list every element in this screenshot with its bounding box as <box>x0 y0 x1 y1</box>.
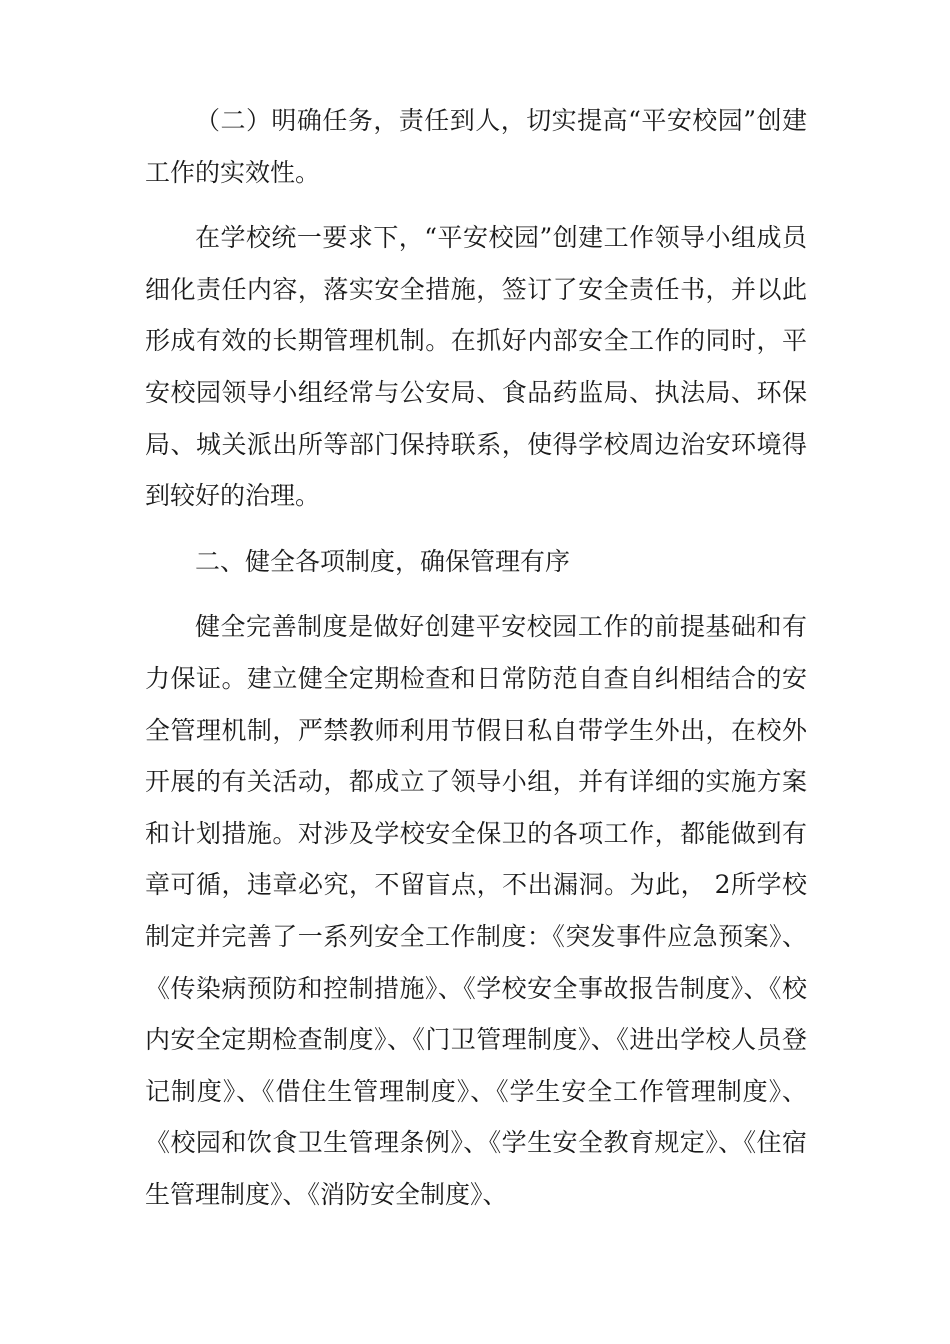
section-heading-2: 二、健全各项制度，确保管理有序 <box>195 546 571 576</box>
paragraph-regulations: 健全完善制度是做好创建平安校园工作的前提基础和有力保证。建立健全定期检查和日常防范自查自纠相结合的安全管理机制，严禁教师利用节假日私自带学生外出，在校外开展的有关活动，都成立了领导小组，并有详细的实施方案和计划措施。对涉及学校安全保卫的各项工作，都能做到有章可循，违章必究，不留盲点，不出漏洞。为此， 2所学校制定并完善了一系列安全工作制度：《突发事件应急预案》、《传染病预防和控制措施》、《学校安全事故报告制度》、《校内安全定期检查制度》、《门卫管理制度》、《进出学校人员登记制度》、《借住生管理制度》、《学生安全工作管理制度》、《校园和饮食卫生管理条例》、《学生安全教育规定》、《住宿生管理制度》、《消防安全制度》、 <box>145 612 807 1209</box>
paragraph-subsection-2: （二）明确任务，责任到人，切实提高“平安校园”创建工作的实效性。 <box>145 106 807 187</box>
paragraph-responsibility: 在学校统一要求下，“平安校园”创建工作领导小组成员细化责任内容，落实安全措施，签订了安全责任书，并以此形成有效的长期管理机制。在抓好内部安全工作的同时，平安校园领导小组经常与公安局、食品药监局、执法局、环保局、城关派出所等部门保持联系，使得学校周边治安环境得到较好的治理。 <box>145 223 807 511</box>
document-page <box>145 95 807 1234</box>
